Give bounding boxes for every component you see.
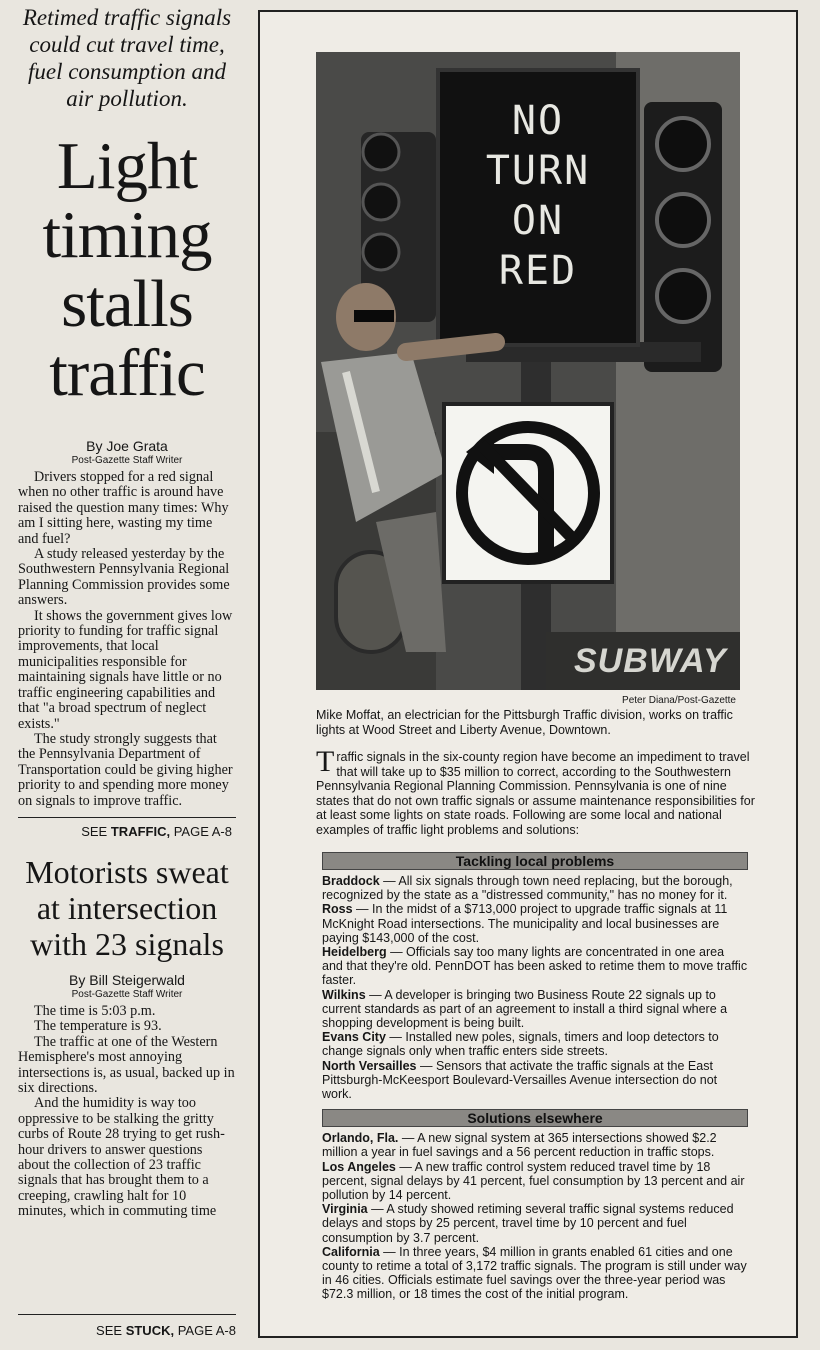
item-text: — Officials say too many lights are concentrated in one area and that they're old. PennDOT has been asked to retime them to move traffic faster. xyxy=(322,945,748,988)
story1-credit: Post-Gazette Staff Writer xyxy=(71,455,183,466)
item-name: Braddock xyxy=(322,874,380,888)
list-item xyxy=(322,1059,748,1102)
story1-jump-link[interactable] xyxy=(18,817,236,846)
story2-credit: Post-Gazette Staff Writer xyxy=(71,988,183,1000)
story1-body xyxy=(18,470,236,809)
item-name: Los Angeles xyxy=(322,1159,396,1174)
photo-credit: Peter Diana/Post-Gazette xyxy=(622,695,736,706)
item-name: Virginia xyxy=(322,1202,368,1217)
headline-line: Light xyxy=(56,129,198,203)
paragraph: Drivers stopped for a red signal when no other traffic is around have raised the question many times: Why am I sitting here, wasting my time and fuel? xyxy=(18,469,229,547)
jump-page: PAGE A-8 xyxy=(173,823,232,839)
sidebar-intro xyxy=(316,745,756,838)
list-item xyxy=(322,945,748,988)
item-name: Ross xyxy=(322,902,353,917)
item-name: Heidelberg xyxy=(322,945,387,960)
local-items xyxy=(322,874,748,1101)
drop-cap: T xyxy=(316,745,335,778)
sign-line: TURN xyxy=(485,148,591,194)
paragraph: The time is 5:03 p.m. xyxy=(34,1002,156,1019)
subway-store-sign: SUBWAY xyxy=(574,642,727,680)
jump-page: PAGE A-8 xyxy=(177,1323,236,1338)
jump-prefix: SEE xyxy=(96,1323,123,1338)
headline-line: traffic xyxy=(49,336,205,410)
story1-deck: Retimed traffic signals could cut travel time, fuel consumption and air pollution. xyxy=(22,5,232,111)
item-text: — A developer is bringing two Business Route 22 signals up to current standards as part of an agreement to install a third signal where a shopping development is being built. xyxy=(322,987,728,1031)
paragraph: The temperature is 93. xyxy=(34,1018,162,1035)
story2-body xyxy=(18,1004,236,1220)
elsewhere-items xyxy=(322,1131,748,1301)
paragraph: The traffic at one of the Western Hemisphere's most annoying intersections is, as usual, backed up in six directions. xyxy=(18,1033,235,1096)
sidebar-box xyxy=(258,10,798,1338)
item-name: Orlando, Fla. xyxy=(322,1131,399,1146)
headline-line: timing xyxy=(42,198,212,272)
section-header: Tackling local problems xyxy=(322,852,748,870)
sign-line: NO xyxy=(511,98,565,144)
item-name: Evans City xyxy=(322,1030,386,1045)
item-text: — A new signal system at 365 intersections showed $2.2 million a year in fuel savings and a 56 percent reduction in traffic stops. xyxy=(322,1131,717,1160)
item-name: California xyxy=(322,1244,380,1259)
paragraph: And the humidity is way too oppressive to be stalking the gritty curbs of Route 28 trying to get rush-hour drivers to answer questions about the collection of 23 traffic signals that has brought them to a creeping, crawling halt for 10 minutes, which in commuting time xyxy=(18,1095,225,1220)
story1-byline: By Joe Grata xyxy=(86,438,168,454)
photo-caption: Mike Moffat, an electrician for the Pittsburgh Traffic division, works on traffic lights at Wood Street and Liberty Avenue, Downtown. xyxy=(316,708,733,737)
list-item xyxy=(322,902,748,945)
paragraph: The study strongly suggests that the Pennsylvania Department of Transportation could be giving higher priority to and spending more money on signals to improve traffic. xyxy=(18,730,233,809)
item-text: — In three years, $4 million in grants enabled 61 cities and one county to retime a total of 3,172 traffic signals. The program is still under way in 46 cities. Officials estimate fuel savings over the three-year period was $72.3 million, or 18 times the cost of the initial program. xyxy=(322,1244,747,1302)
item-text: — A new traffic control system reduced travel time by 18 percent, signal delays by 41 percent, fuel consumption by 13 percent and air pollution by 14 percent. xyxy=(322,1159,745,1203)
sign-line: ON xyxy=(511,198,565,244)
story2-byline: By Bill Steigerwald xyxy=(69,971,185,988)
jump-word: STUCK, xyxy=(125,1323,175,1338)
story2-jump-link[interactable] xyxy=(18,1314,236,1338)
item-text: — A study showed retiming several traffic signal systems reduced delays and stops by 25 percent, travel time by 10 percent and fuel consumption by 3.7 percent. xyxy=(322,1202,734,1245)
item-name: Wilkins xyxy=(322,987,366,1002)
section-local xyxy=(322,846,748,1302)
item-text: — All six signals through town need replacing, but the borough, recognized by the state as a "distressed community," has no money for it. xyxy=(322,874,733,903)
sign-line: RED xyxy=(498,248,578,294)
paragraph: A study released yesterday by the Southwestern Pennsylvania Regional Planning Commission provides some answers. xyxy=(18,546,230,609)
list-item xyxy=(322,1131,748,1159)
list-item xyxy=(322,1030,748,1058)
intro-text: raffic signals in the six-county region have become an impediment to travel that will take up to $35 million to correct, according to the Southwestern Pennsylvania Regional Planning Commission. Pennsylvania is one of nine states that do not own traffic signals or assume maintenance responsibilities for at least some lights on state roads. Following are some local and national examples of traffic light problems and solutions: xyxy=(316,750,755,837)
section-header: Solutions elsewhere xyxy=(322,1109,748,1127)
no-turn-on-red-sign xyxy=(438,96,638,296)
list-item xyxy=(322,1202,748,1245)
list-item xyxy=(322,1160,748,1203)
list-item xyxy=(322,874,748,902)
jump-word: TRAFFIC, xyxy=(110,823,171,839)
left-column xyxy=(18,0,236,1220)
headline-line: stalls xyxy=(61,267,193,341)
paragraph: It shows the government gives low priority to funding for traffic signal improvements, that local municipalities responsible for maintaining signals have little or no traffic engineering capabilities and that "a broad spectrum of neglect exists." xyxy=(18,607,233,732)
story1-headline xyxy=(18,129,236,410)
jump-prefix: SEE xyxy=(81,823,108,839)
item-text: — In the midst of a $713,000 project to upgrade traffic signals at 11 McKnight Road intersections. The municipality and local businesses are paying $143,000 of the cost. xyxy=(322,902,728,945)
news-photo xyxy=(316,52,740,690)
item-text: — Sensors that activate the traffic signals at the East Pittsburgh-McKeesport Boulevard-Versailles Avenue intersection do not work. xyxy=(322,1058,718,1102)
story2-headline: Motorists sweat at intersection with 23 signals xyxy=(25,853,229,962)
list-item xyxy=(322,1245,748,1302)
item-name: North Versailles xyxy=(322,1058,417,1073)
item-text: — Installed new poles, signals, timers and loop detectors to change signals only when traffic enters side streets. xyxy=(322,1030,719,1059)
list-item xyxy=(322,988,748,1031)
